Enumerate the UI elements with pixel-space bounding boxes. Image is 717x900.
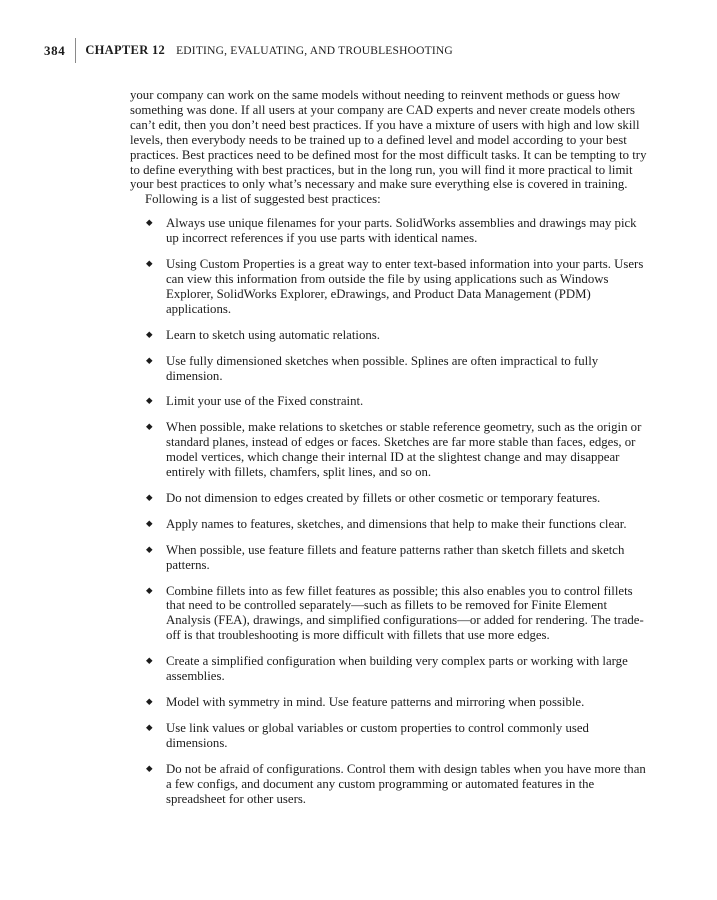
- page-body: [130, 88, 650, 817]
- list-item-text: Learn to sketch using automatic relations.: [166, 327, 380, 342]
- diamond-bullet-icon: ◆: [146, 544, 153, 555]
- list-item-text: Use fully dimensioned sketches when possible. Splines are often impractical to fully dimension.: [166, 353, 599, 383]
- diamond-bullet-icon: ◆: [146, 422, 153, 433]
- chapter-title: EDITING, EVALUATING, AND TROUBLESHOOTING: [176, 44, 453, 57]
- list-item-text: When possible, make relations to sketches or stable reference geometry, such as the origin or standard planes, instead of edges or faces. Sketches are far more stable than faces, edges, or model vertices, which change their internal ID at the slightest change and may disappear entirely with fillets, chamfers, split lines, and so on.: [166, 420, 642, 480]
- diamond-bullet-icon: ◆: [146, 656, 153, 667]
- diamond-bullet-icon: ◆: [146, 329, 153, 340]
- diamond-bullet-icon: ◆: [146, 396, 153, 407]
- diamond-bullet-icon: ◆: [146, 722, 153, 733]
- list-item: [130, 491, 650, 506]
- diamond-bullet-icon: ◆: [146, 355, 153, 366]
- list-item-text: Always use unique filenames for your parts. SolidWorks assemblies and drawings may pick up incorrect references if you use parts with identical names.: [166, 216, 637, 246]
- list-item: [130, 216, 650, 246]
- diamond-bullet-icon: ◆: [146, 218, 153, 229]
- list-item: [130, 721, 650, 751]
- list-item-text: Do not dimension to edges created by fillets or other cosmetic or temporary features.: [166, 490, 601, 505]
- list-item: [130, 394, 650, 409]
- list-item: [130, 517, 650, 532]
- intro-paragraph: your company can work on the same models without needing to reinvent methods or guess how something was done. If all users at your company are CAD experts and never create models others can’t edit, then you don’t need best practices. If you have a mixture of users with high and low skill levels, then everybody needs to be trained up to a defined level and model according to your best practices. Best practices need to be defined most for the most difficult tasks. It can be tempting to try to define everything with best practices, but in the long run, you will find it more practical to limit your best practices to only what’s necessary and make sure everything else is covered in training.: [130, 88, 647, 192]
- header-divider: [75, 38, 76, 63]
- diamond-bullet-icon: ◆: [146, 518, 153, 529]
- list-item: [130, 762, 650, 807]
- list-item: [130, 257, 650, 317]
- chapter-label: CHAPTER 12: [85, 43, 166, 57]
- list-item: [130, 354, 650, 384]
- list-item: [130, 584, 650, 644]
- diamond-bullet-icon: ◆: [146, 492, 153, 503]
- page-header: [44, 38, 453, 63]
- list-item: [130, 654, 650, 684]
- diamond-bullet-icon: ◆: [146, 697, 153, 707]
- best-practices-list: [130, 216, 650, 806]
- diamond-bullet-icon: ◆: [146, 585, 153, 596]
- list-item-text: Apply names to features, sketches, and dimensions that help to make their functions clear.: [166, 516, 627, 531]
- diamond-bullet-icon: ◆: [146, 259, 153, 270]
- list-item-text: Do not be afraid of configurations. Control them with design tables when you have more than a few configs, and document any custom programming or automated features in the spreadsheet for other users.: [166, 761, 646, 806]
- list-item-text: Combine fillets into as few fillet features as possible; this also enables you to control fillets that need to be controlled separately—such as fillets to be removed for Finite Element Analysis (FEA), drawings, and simplified configurations—or added for rendering. The trade-off is that troubleshooting is more difficult with fillets that use more edges.: [166, 583, 644, 643]
- page-number: 384: [44, 42, 66, 58]
- list-item: [130, 420, 650, 480]
- list-item: [130, 695, 650, 710]
- list-item-text: Use link values or global variables or custom properties to control commonly used dimensions.: [166, 720, 589, 750]
- list-item-text: When possible, use feature fillets and feature patterns rather than sketch fillets and sketch patterns.: [166, 542, 625, 572]
- list-item: [130, 328, 650, 343]
- list-item-text: Model with symmetry in mind. Use feature patterns and mirroring when possible.: [166, 695, 585, 709]
- list-item-text: Create a simplified configuration when building very complex parts or working with large assemblies.: [166, 654, 628, 684]
- list-item-text: Using Custom Properties is a great way to enter text-based information into your parts. Users can view this information from outside the file by using applications such as Windows Explorer, SolidWorks Explorer, eDrawings, and Product Data Management (PDM) applications.: [166, 257, 644, 316]
- diamond-bullet-icon: ◆: [146, 763, 153, 774]
- list-item-text: Limit your use of the Fixed constraint.: [166, 394, 364, 409]
- list-item: [130, 543, 650, 573]
- list-lead-paragraph: Following is a list of suggested best practices:: [145, 192, 381, 207]
